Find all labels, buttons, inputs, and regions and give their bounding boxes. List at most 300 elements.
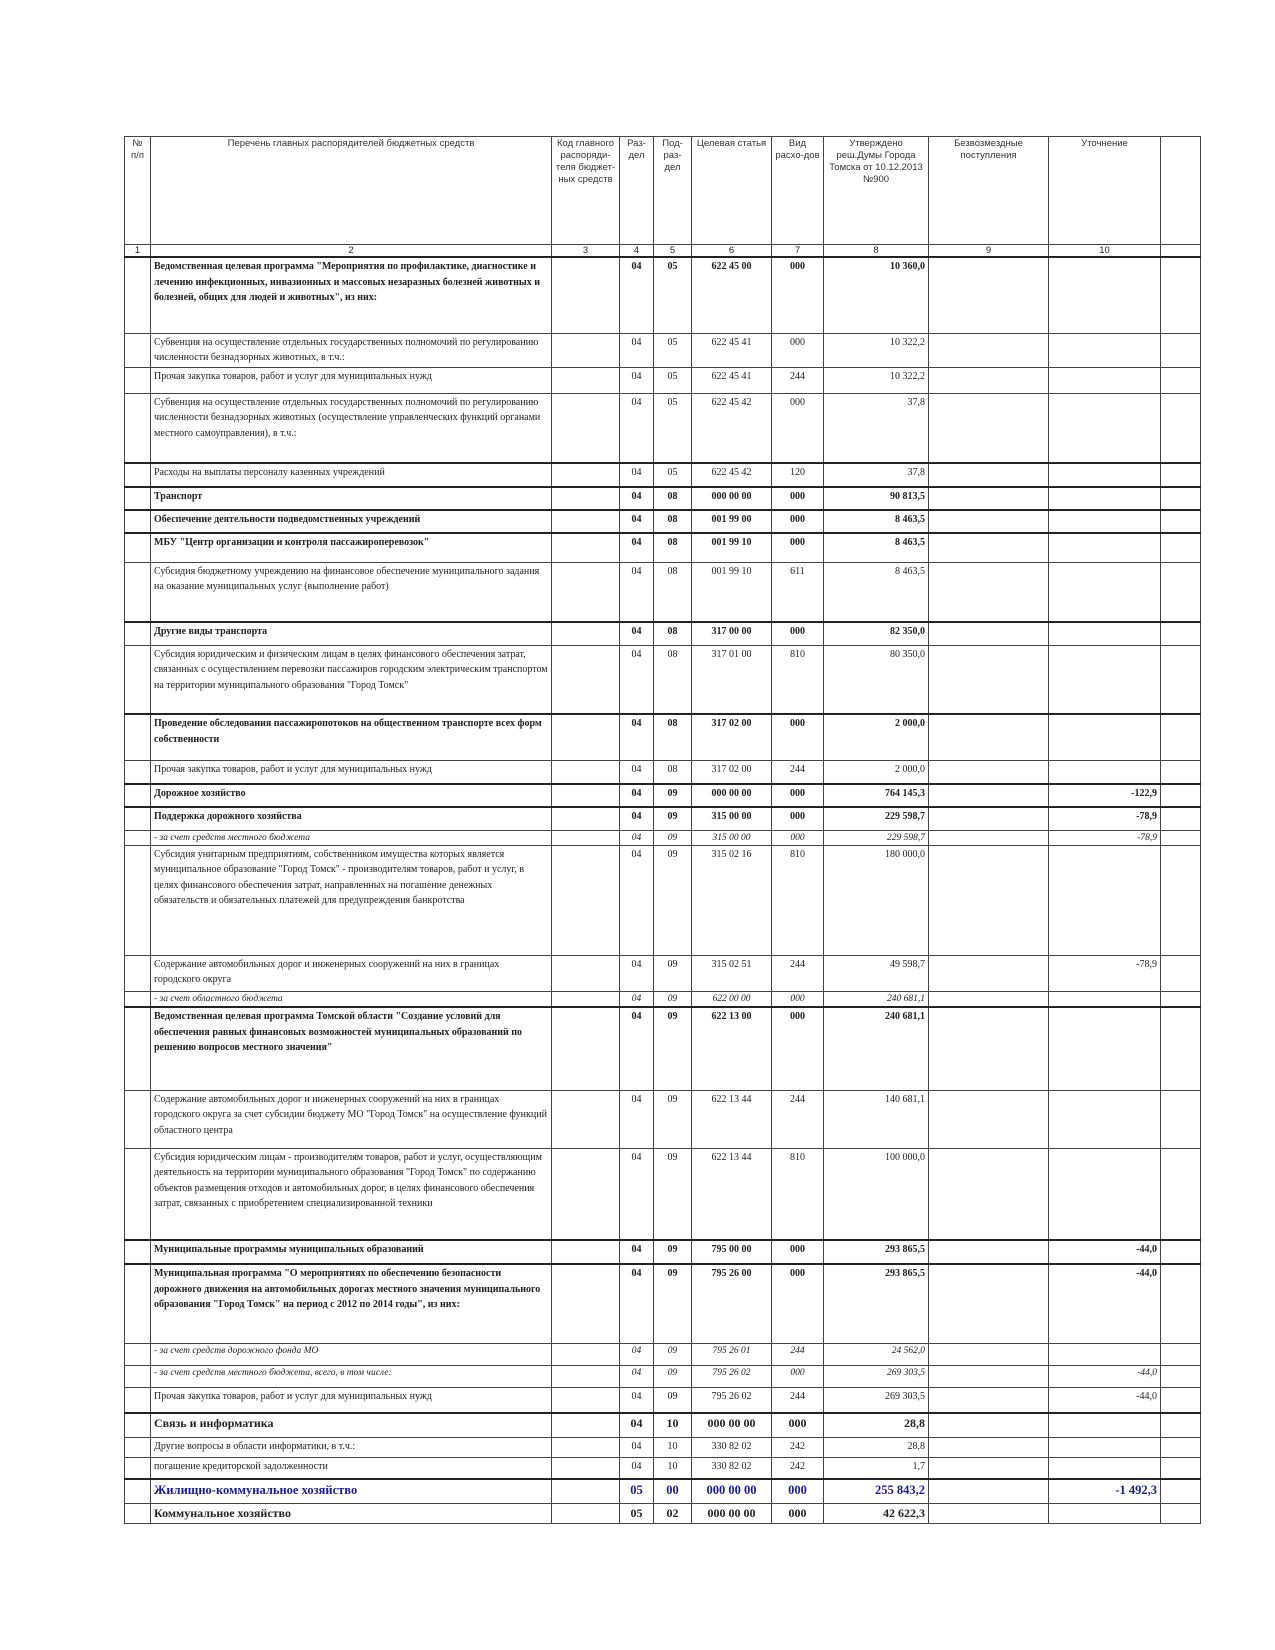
row-subsection: 09 xyxy=(654,955,692,991)
row-section: 04 xyxy=(620,562,654,622)
col-number-6: 6 xyxy=(692,245,772,258)
table-row xyxy=(125,1437,1201,1457)
row-target: 622 45 00 xyxy=(692,257,772,333)
row-name: Субвенция на осуществление отдельных государственных полномочий по регулированию численности безнадзорных животных (осуществление управленческих функций органами местного самоуправления), в т.ч.: xyxy=(151,393,552,463)
row-approved: 1,7 xyxy=(824,1457,929,1479)
row-extra xyxy=(1161,1007,1201,1090)
table-row xyxy=(125,533,1201,562)
header-extra xyxy=(1161,137,1201,245)
row-section: 04 xyxy=(620,955,654,991)
row-extra xyxy=(1161,1413,1201,1437)
row-number xyxy=(125,1457,151,1479)
row-grants xyxy=(929,760,1049,784)
row-name: Субвенция на осуществление отдельных государственных полномочий по регулированию численности безнадзорных животных, в т.ч.: xyxy=(151,333,552,367)
row-number xyxy=(125,830,151,845)
row-approved: 255 843,2 xyxy=(824,1479,929,1503)
row-target: 330 82 02 xyxy=(692,1437,772,1457)
row-code xyxy=(552,367,620,393)
table-row xyxy=(125,955,1201,991)
row-section: 04 xyxy=(620,645,654,714)
row-exp-type: 000 xyxy=(772,257,824,333)
row-exp-type: 000 xyxy=(772,830,824,845)
row-extra xyxy=(1161,622,1201,645)
row-subsection: 08 xyxy=(654,510,692,533)
row-adjust: -44,0 xyxy=(1049,1387,1161,1413)
row-number xyxy=(125,1413,151,1437)
row-section: 04 xyxy=(620,533,654,562)
row-approved: 269 303,5 xyxy=(824,1387,929,1413)
row-target: 001 99 10 xyxy=(692,562,772,622)
row-extra xyxy=(1161,1365,1201,1387)
row-exp-type: 000 xyxy=(772,510,824,533)
row-number xyxy=(125,1479,151,1503)
row-exp-type: 244 xyxy=(772,1090,824,1148)
row-adjust xyxy=(1049,1343,1161,1365)
row-adjust xyxy=(1049,645,1161,714)
row-subsection: 10 xyxy=(654,1457,692,1479)
row-adjust xyxy=(1049,1457,1161,1479)
row-approved: 82 350,0 xyxy=(824,622,929,645)
header-subsection: Под-раз-дел xyxy=(654,137,692,245)
row-target: 622 45 41 xyxy=(692,367,772,393)
row-exp-type: 000 xyxy=(772,1479,824,1503)
row-number xyxy=(125,257,151,333)
row-adjust: -78,9 xyxy=(1049,807,1161,830)
row-extra xyxy=(1161,1503,1201,1523)
row-approved: 229 598,7 xyxy=(824,830,929,845)
header-adjust: Уточнение xyxy=(1049,137,1161,245)
row-target: 622 45 42 xyxy=(692,393,772,463)
row-target: 795 26 02 xyxy=(692,1365,772,1387)
row-target: 795 26 02 xyxy=(692,1387,772,1413)
row-exp-type: 000 xyxy=(772,1413,824,1437)
row-subsection: 09 xyxy=(654,845,692,955)
row-subsection: 09 xyxy=(654,1387,692,1413)
row-name: Расходы на выплаты персоналу казенных учреждений xyxy=(151,463,552,487)
row-section: 04 xyxy=(620,1240,654,1264)
header-row xyxy=(125,137,1201,245)
row-grants xyxy=(929,991,1049,1007)
header-section: Раз-дел xyxy=(620,137,654,245)
row-code xyxy=(552,1365,620,1387)
row-extra xyxy=(1161,760,1201,784)
row-target: 000 00 00 xyxy=(692,1503,772,1523)
row-approved: 8 463,5 xyxy=(824,510,929,533)
row-subsection: 09 xyxy=(654,807,692,830)
row-approved: 80 350,0 xyxy=(824,645,929,714)
row-section: 04 xyxy=(620,1457,654,1479)
row-approved: 10 322,2 xyxy=(824,367,929,393)
row-name: Прочая закупка товаров, работ и услуг для муниципальных нужд xyxy=(151,760,552,784)
row-subsection: 09 xyxy=(654,1090,692,1148)
row-approved: 8 463,5 xyxy=(824,562,929,622)
row-number xyxy=(125,533,151,562)
row-code xyxy=(552,807,620,830)
row-target: 622 13 00 xyxy=(692,1007,772,1090)
row-grants xyxy=(929,1007,1049,1090)
row-grants xyxy=(929,1343,1049,1365)
row-name: Ведомственная целевая программа Томской области "Создание условий для обеспечения равных финансовых возможностей муниципальных образований по решению вопросов местного значения" xyxy=(151,1007,552,1090)
row-grants xyxy=(929,257,1049,333)
row-number xyxy=(125,487,151,510)
row-subsection: 09 xyxy=(654,1240,692,1264)
table-row xyxy=(125,1503,1201,1523)
row-number xyxy=(125,622,151,645)
row-grants xyxy=(929,487,1049,510)
row-approved: 37,8 xyxy=(824,463,929,487)
table-row xyxy=(125,1148,1201,1240)
row-extra xyxy=(1161,333,1201,367)
row-code xyxy=(552,562,620,622)
row-adjust xyxy=(1049,1148,1161,1240)
row-section: 04 xyxy=(620,367,654,393)
table-row xyxy=(125,830,1201,845)
row-section: 04 xyxy=(620,1365,654,1387)
col-number-3: 3 xyxy=(552,245,620,258)
row-extra xyxy=(1161,955,1201,991)
row-code xyxy=(552,1437,620,1457)
row-adjust xyxy=(1049,463,1161,487)
row-extra xyxy=(1161,1457,1201,1479)
row-adjust xyxy=(1049,367,1161,393)
row-grants xyxy=(929,1503,1049,1523)
row-subsection: 09 xyxy=(654,830,692,845)
row-approved: 24 562,0 xyxy=(824,1343,929,1365)
row-code xyxy=(552,1240,620,1264)
row-exp-type: 000 xyxy=(772,1365,824,1387)
row-subsection: 05 xyxy=(654,333,692,367)
row-code xyxy=(552,333,620,367)
row-approved: 37,8 xyxy=(824,393,929,463)
row-number xyxy=(125,1264,151,1343)
row-name: Ведомственная целевая программа "Мероприятия по профилактике, диагностике и лечению инфекционных, инвазионных и массовых незаразных болезней животных и болезней, общих для людей и животных", из них: xyxy=(151,257,552,333)
row-number xyxy=(125,367,151,393)
row-approved: 28,8 xyxy=(824,1437,929,1457)
row-code xyxy=(552,1148,620,1240)
row-target: 622 00 00 xyxy=(692,991,772,1007)
row-exp-type: 000 xyxy=(772,487,824,510)
row-extra xyxy=(1161,510,1201,533)
row-grants xyxy=(929,784,1049,807)
row-target: 795 26 01 xyxy=(692,1343,772,1365)
row-number xyxy=(125,1090,151,1148)
row-exp-type: 810 xyxy=(772,1148,824,1240)
row-subsection: 09 xyxy=(654,1264,692,1343)
table-row xyxy=(125,845,1201,955)
row-target: 795 26 00 xyxy=(692,1264,772,1343)
row-subsection: 09 xyxy=(654,1007,692,1090)
row-extra xyxy=(1161,807,1201,830)
row-target: 315 00 00 xyxy=(692,830,772,845)
row-name: Другие вопросы в области информатики, в т.ч.: xyxy=(151,1437,552,1457)
row-adjust: -44,0 xyxy=(1049,1365,1161,1387)
table-row xyxy=(125,1365,1201,1387)
row-subsection: 08 xyxy=(654,645,692,714)
row-subsection: 10 xyxy=(654,1437,692,1457)
row-name: Транспорт xyxy=(151,487,552,510)
row-grants xyxy=(929,533,1049,562)
row-adjust xyxy=(1049,1437,1161,1457)
row-section: 04 xyxy=(620,622,654,645)
table-row xyxy=(125,1479,1201,1503)
row-code xyxy=(552,622,620,645)
row-grants xyxy=(929,393,1049,463)
row-code xyxy=(552,487,620,510)
row-approved: 28,8 xyxy=(824,1413,929,1437)
row-adjust xyxy=(1049,1090,1161,1148)
table-row xyxy=(125,562,1201,622)
row-grants xyxy=(929,1148,1049,1240)
row-extra xyxy=(1161,257,1201,333)
column-number-row xyxy=(125,245,1201,258)
row-number xyxy=(125,1007,151,1090)
row-number xyxy=(125,463,151,487)
header-grants: Безвозмездные поступления xyxy=(929,137,1049,245)
row-target: 622 13 44 xyxy=(692,1148,772,1240)
row-target: 622 13 44 xyxy=(692,1090,772,1148)
row-adjust xyxy=(1049,714,1161,760)
row-subsection: 09 xyxy=(654,991,692,1007)
table-row xyxy=(125,1007,1201,1090)
row-name: Другие виды транспорта xyxy=(151,622,552,645)
row-extra xyxy=(1161,1343,1201,1365)
row-exp-type: 810 xyxy=(772,645,824,714)
row-grants xyxy=(929,510,1049,533)
row-adjust xyxy=(1049,533,1161,562)
row-grants xyxy=(929,1413,1049,1437)
table-row xyxy=(125,1457,1201,1479)
table-row xyxy=(125,807,1201,830)
row-grants xyxy=(929,562,1049,622)
table-row xyxy=(125,487,1201,510)
row-extra xyxy=(1161,1479,1201,1503)
row-adjust xyxy=(1049,257,1161,333)
row-extra xyxy=(1161,1240,1201,1264)
row-name: - за счет средств местного бюджета, всего, в том числе: xyxy=(151,1365,552,1387)
row-number xyxy=(125,1240,151,1264)
row-name: Субсидия юридическим лицам - производителям товаров, работ и услуг, осуществляющим деятельность на территории муниципального образования "Город Томск" по содержанию объектов размещения отходов и автомобильных дорог, в целях финансового обеспечения затрат, связанных с приобретением специализированной техники xyxy=(151,1148,552,1240)
row-name: Субсидия бюджетному учреждению на финансовое обеспечение муниципального задания на оказание муниципальных услуг (выполнение работ) xyxy=(151,562,552,622)
row-approved: 10 322,2 xyxy=(824,333,929,367)
row-name: Проведение обследования пассажиропотоков на общественном транспорте всех форм собственности xyxy=(151,714,552,760)
row-section: 04 xyxy=(620,1007,654,1090)
row-subsection: 08 xyxy=(654,714,692,760)
row-code xyxy=(552,760,620,784)
row-target: 000 00 00 xyxy=(692,1413,772,1437)
row-extra xyxy=(1161,367,1201,393)
row-code xyxy=(552,1479,620,1503)
row-code xyxy=(552,510,620,533)
table-row xyxy=(125,1387,1201,1413)
row-extra xyxy=(1161,1090,1201,1148)
row-approved: 293 865,5 xyxy=(824,1240,929,1264)
row-number xyxy=(125,1343,151,1365)
row-adjust: -44,0 xyxy=(1049,1264,1161,1343)
row-adjust xyxy=(1049,991,1161,1007)
row-number xyxy=(125,1437,151,1457)
col-number-9: 9 xyxy=(929,245,1049,258)
row-extra xyxy=(1161,533,1201,562)
row-extra xyxy=(1161,1148,1201,1240)
row-section: 04 xyxy=(620,830,654,845)
row-code xyxy=(552,714,620,760)
row-section: 04 xyxy=(620,510,654,533)
row-target: 000 00 00 xyxy=(692,1479,772,1503)
row-section: 04 xyxy=(620,714,654,760)
row-target: 795 00 00 xyxy=(692,1240,772,1264)
row-name: Субсидия юридическим и физическим лицам в целях финансового обеспечения затрат, связанных с осуществлением перевозки пассажиров городским электрическим транспортом на территории муниципального образования "Город Томск" xyxy=(151,645,552,714)
row-exp-type: 242 xyxy=(772,1457,824,1479)
row-exp-type: 000 xyxy=(772,393,824,463)
row-subsection: 08 xyxy=(654,760,692,784)
row-exp-type: 000 xyxy=(772,784,824,807)
row-name: Прочая закупка товаров, работ и услуг для муниципальных нужд xyxy=(151,367,552,393)
table-row xyxy=(125,1343,1201,1365)
row-exp-type: 244 xyxy=(772,955,824,991)
row-exp-type: 810 xyxy=(772,845,824,955)
row-adjust: -122,9 xyxy=(1049,784,1161,807)
row-approved: 140 681,1 xyxy=(824,1090,929,1148)
row-approved: 240 681,1 xyxy=(824,991,929,1007)
table-row xyxy=(125,645,1201,714)
row-adjust xyxy=(1049,845,1161,955)
row-target: 622 45 42 xyxy=(692,463,772,487)
table-row xyxy=(125,367,1201,393)
row-name: Содержание автомобильных дорог и инженерных сооружений на них в границах городского округа за счет субсидии бюджету МО "Город Томск" на осуществление функций областного центра xyxy=(151,1090,552,1148)
row-extra xyxy=(1161,393,1201,463)
row-number xyxy=(125,991,151,1007)
row-code xyxy=(552,257,620,333)
budget-table xyxy=(124,136,1201,1524)
header-code: Код главного распоряди-теля бюджет-ных средств xyxy=(552,137,620,245)
row-name: Связь и информатика xyxy=(151,1413,552,1437)
row-grants xyxy=(929,1457,1049,1479)
row-code xyxy=(552,463,620,487)
row-extra xyxy=(1161,845,1201,955)
row-approved: 764 145,3 xyxy=(824,784,929,807)
row-grants xyxy=(929,1090,1049,1148)
row-exp-type: 000 xyxy=(772,1240,824,1264)
row-approved: 240 681,1 xyxy=(824,1007,929,1090)
row-target: 317 01 00 xyxy=(692,645,772,714)
row-adjust: -78,9 xyxy=(1049,955,1161,991)
row-code xyxy=(552,1264,620,1343)
row-exp-type: 611 xyxy=(772,562,824,622)
header-num: № п/п xyxy=(125,137,151,245)
table-row xyxy=(125,1413,1201,1437)
row-subsection: 05 xyxy=(654,257,692,333)
row-number xyxy=(125,562,151,622)
row-subsection: 08 xyxy=(654,622,692,645)
row-adjust xyxy=(1049,1413,1161,1437)
row-exp-type: 000 xyxy=(772,714,824,760)
row-adjust: -1 492,3 xyxy=(1049,1479,1161,1503)
table-row xyxy=(125,714,1201,760)
row-code xyxy=(552,955,620,991)
row-name: Субсидия унитарным предприятиям, собственником имущества которых является муниципальное образование "Город Томск" - производителям товаров, работ и услуг, в целях финансового обеспечения затрат, направленных на погашение денежных обязательств и обязательных платежей для предупреждения банкротства xyxy=(151,845,552,955)
row-subsection: 10 xyxy=(654,1413,692,1437)
col-number-10: 10 xyxy=(1049,245,1161,258)
row-target: 315 00 00 xyxy=(692,807,772,830)
row-grants xyxy=(929,807,1049,830)
row-subsection: 08 xyxy=(654,533,692,562)
row-adjust xyxy=(1049,1007,1161,1090)
row-target: 000 00 00 xyxy=(692,784,772,807)
row-name: Муниципальные программы муниципальных образований xyxy=(151,1240,552,1264)
row-grants xyxy=(929,1387,1049,1413)
row-number xyxy=(125,714,151,760)
row-name: Содержание автомобильных дорог и инженерных сооружений на них в границах городского округа xyxy=(151,955,552,991)
row-exp-type: 242 xyxy=(772,1437,824,1457)
row-subsection: 09 xyxy=(654,1343,692,1365)
col-number-1: 1 xyxy=(125,245,151,258)
col-number-extra xyxy=(1161,245,1201,258)
row-extra xyxy=(1161,714,1201,760)
row-section: 04 xyxy=(620,463,654,487)
row-adjust xyxy=(1049,562,1161,622)
row-target: 317 00 00 xyxy=(692,622,772,645)
table-row xyxy=(125,1090,1201,1148)
row-exp-type: 244 xyxy=(772,367,824,393)
table-row xyxy=(125,622,1201,645)
table-row xyxy=(125,784,1201,807)
row-target: 001 99 00 xyxy=(692,510,772,533)
row-exp-type: 000 xyxy=(772,991,824,1007)
row-exp-type: 000 xyxy=(772,1007,824,1090)
col-number-4: 4 xyxy=(620,245,654,258)
table-row xyxy=(125,463,1201,487)
row-target: 330 82 02 xyxy=(692,1457,772,1479)
row-extra xyxy=(1161,784,1201,807)
row-extra xyxy=(1161,991,1201,1007)
row-name: Жилищно-коммунальное хозяйство xyxy=(151,1479,552,1503)
row-code xyxy=(552,991,620,1007)
row-approved: 269 303,5 xyxy=(824,1365,929,1387)
header-target: Целевая статья xyxy=(692,137,772,245)
row-section: 05 xyxy=(620,1479,654,1503)
row-grants xyxy=(929,1479,1049,1503)
row-name: МБУ "Центр организации и контроля пассажироперевозок" xyxy=(151,533,552,562)
row-name: Коммунальное хозяйство xyxy=(151,1503,552,1523)
row-adjust: -78,9 xyxy=(1049,830,1161,845)
row-section: 04 xyxy=(620,1413,654,1437)
row-exp-type: 244 xyxy=(772,1387,824,1413)
row-section: 04 xyxy=(620,1387,654,1413)
row-approved: 293 865,5 xyxy=(824,1264,929,1343)
row-section: 04 xyxy=(620,487,654,510)
row-adjust xyxy=(1049,760,1161,784)
row-extra xyxy=(1161,830,1201,845)
row-target: 315 02 51 xyxy=(692,955,772,991)
row-number xyxy=(125,645,151,714)
row-number xyxy=(125,1387,151,1413)
row-number xyxy=(125,393,151,463)
row-exp-type: 000 xyxy=(772,333,824,367)
row-grants xyxy=(929,955,1049,991)
row-adjust: -44,0 xyxy=(1049,1240,1161,1264)
col-number-5: 5 xyxy=(654,245,692,258)
row-code xyxy=(552,784,620,807)
row-section: 04 xyxy=(620,845,654,955)
row-approved: 2 000,0 xyxy=(824,760,929,784)
row-grants xyxy=(929,367,1049,393)
row-subsection: 09 xyxy=(654,784,692,807)
row-approved: 229 598,7 xyxy=(824,807,929,830)
row-subsection: 09 xyxy=(654,1365,692,1387)
row-grants xyxy=(929,463,1049,487)
row-name: погашение кредиторской задолженности xyxy=(151,1457,552,1479)
table-row xyxy=(125,257,1201,333)
